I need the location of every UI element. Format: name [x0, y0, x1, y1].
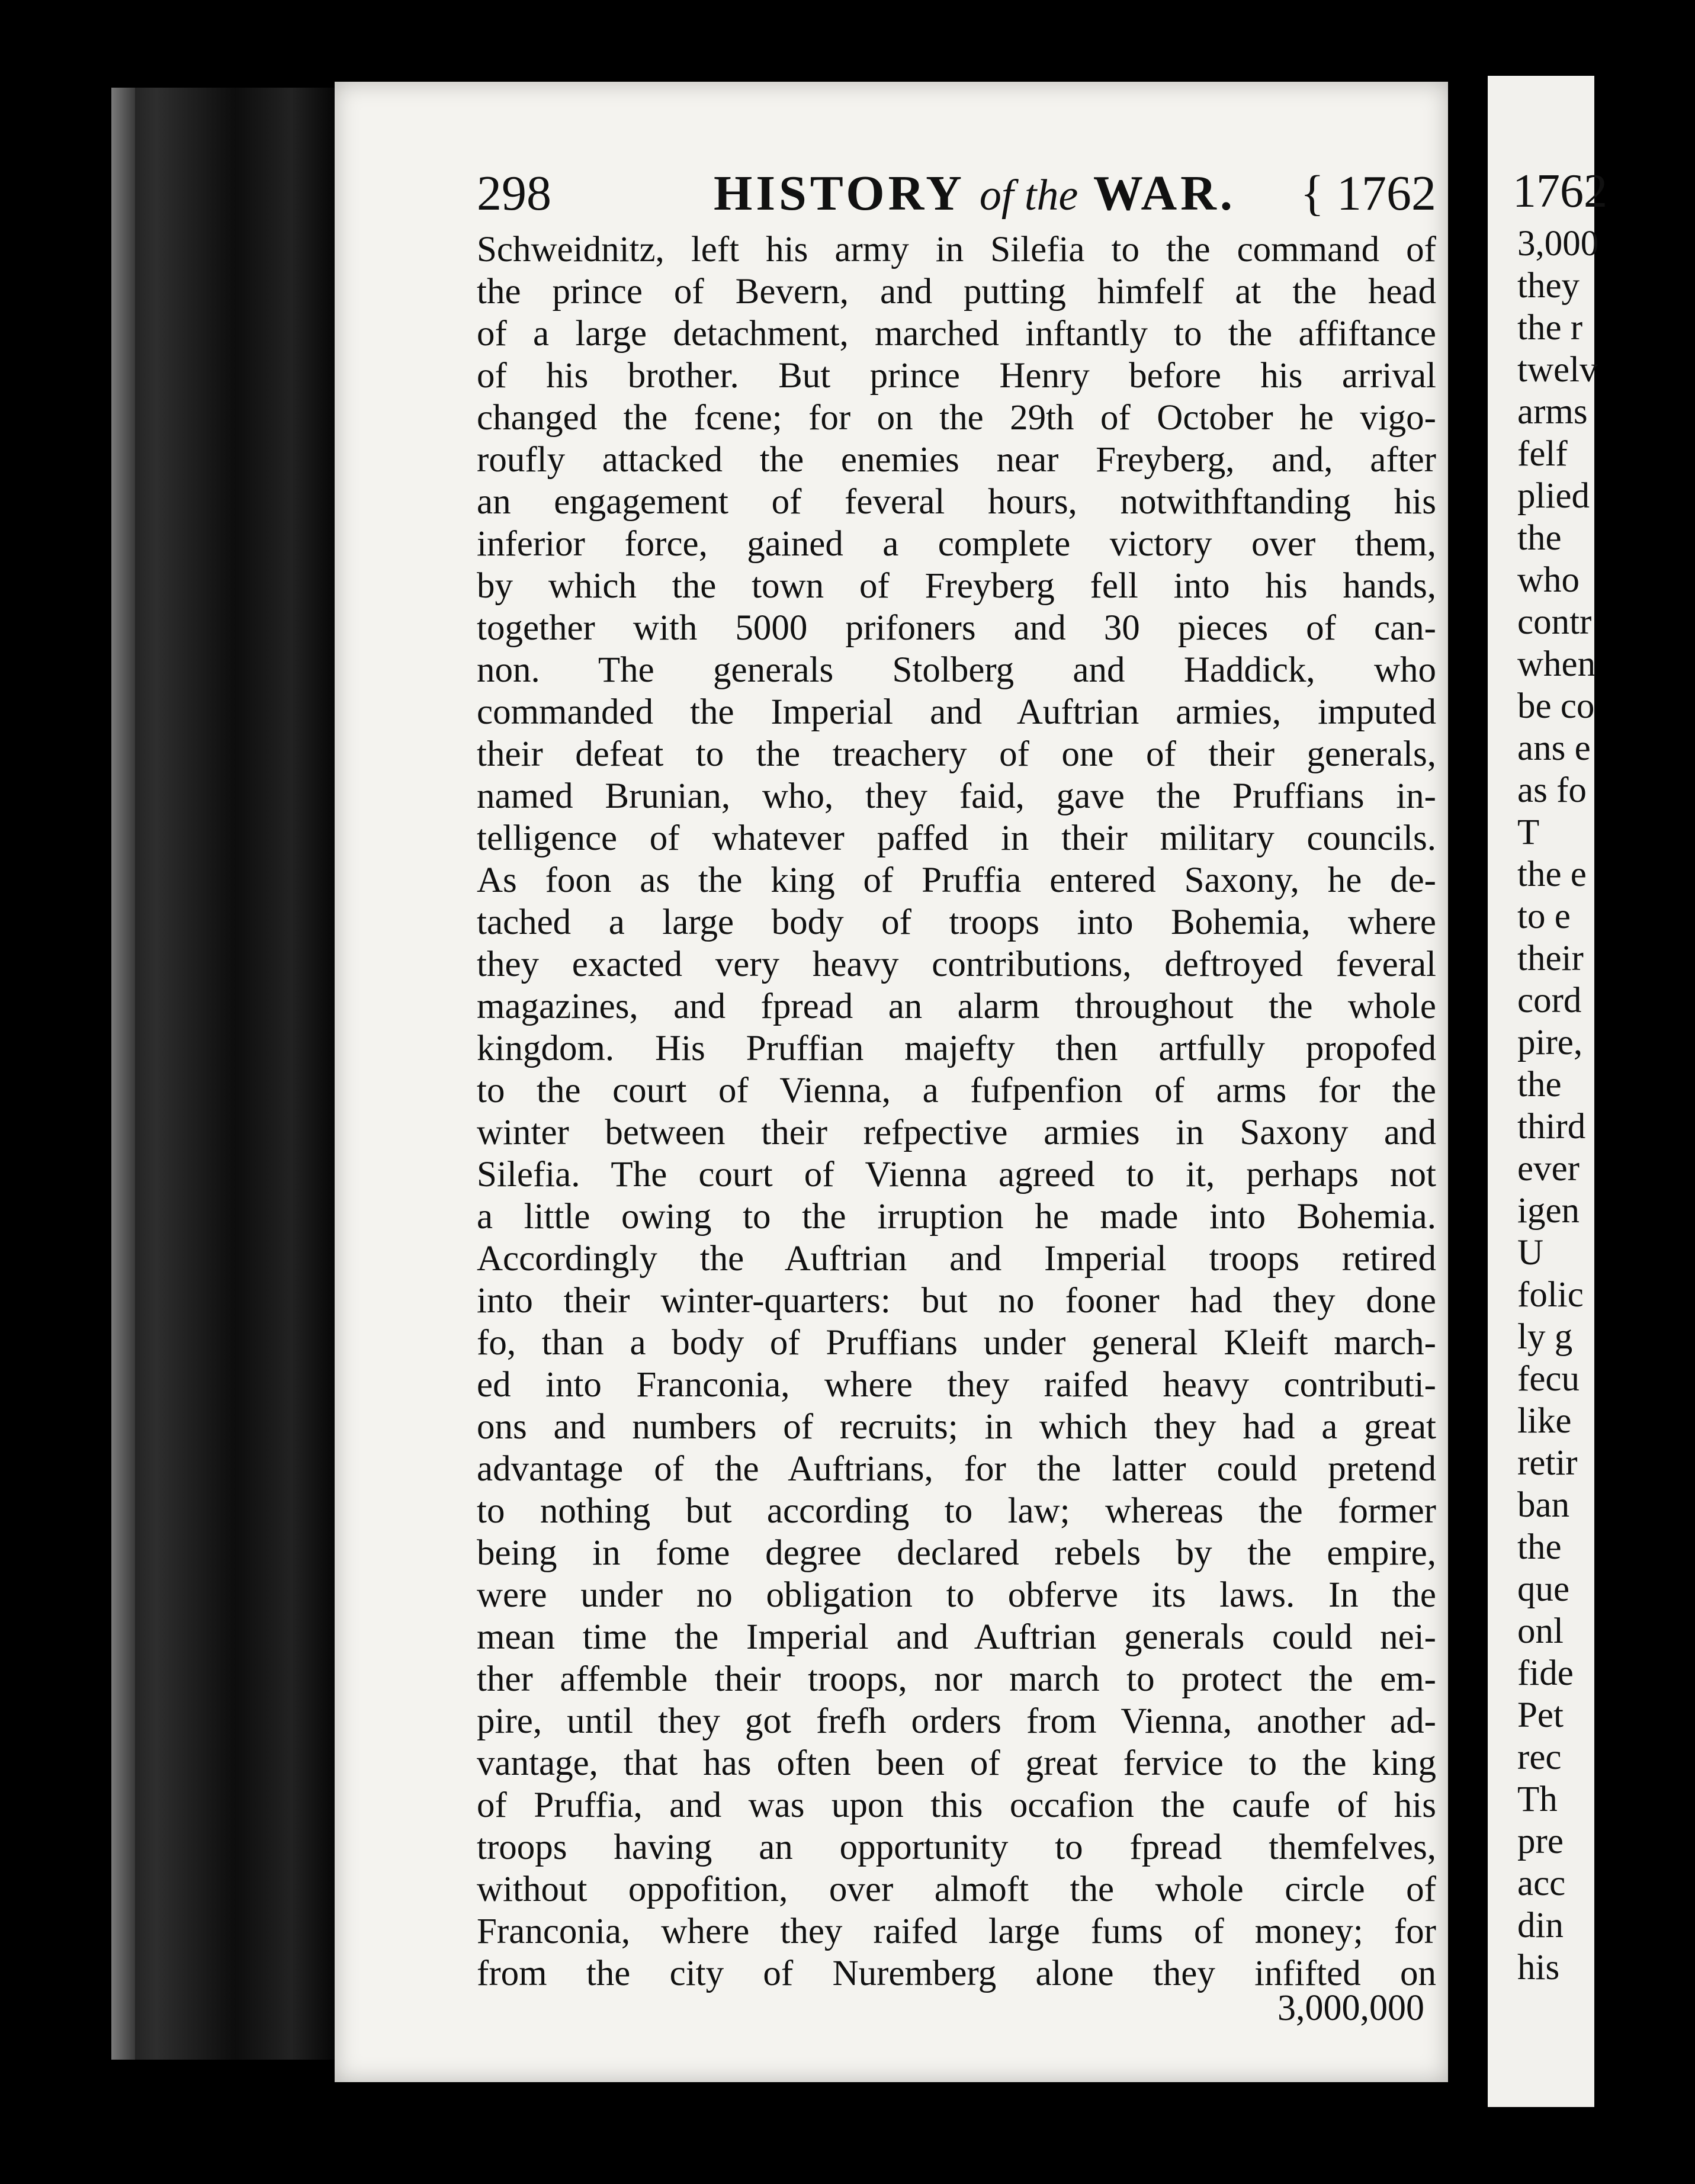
facing-text-line: fecu — [1517, 1359, 1580, 1399]
facing-text-line: U — [1517, 1233, 1544, 1273]
text-line: fo, than a body of Pruffians under general Kleift march- — [477, 1323, 1436, 1363]
text-line: ons and numbers of recruits; in which they had a great — [477, 1407, 1436, 1447]
facing-page-text — [1517, 223, 1695, 1989]
text-line: Accordingly the Auftrian and Imperial troops retired — [477, 1239, 1436, 1279]
running-title — [714, 165, 1236, 222]
facing-text-line: who — [1517, 560, 1580, 600]
text-line: vantage, that has often been of great fervice to the king — [477, 1743, 1436, 1783]
facing-text-line: folic — [1517, 1275, 1584, 1315]
facing-text-line: his — [1517, 1948, 1560, 1987]
facing-text-line: third — [1517, 1107, 1586, 1146]
facing-text-line: retir — [1517, 1443, 1578, 1483]
page-number: 298 — [477, 166, 551, 221]
text-line: they exacted very heavy contributions, deftroyed feveral — [477, 945, 1436, 984]
text-line: of Pruffia, and was upon this occafion the caufe of his — [477, 1785, 1436, 1825]
facing-text-line: contr — [1517, 602, 1592, 642]
text-line: changed the fcene; for on the 29th of October he vigo- — [477, 398, 1436, 438]
facing-text-line: they — [1517, 266, 1580, 306]
text-line: magazines, and fpread an alarm throughout the whole — [477, 987, 1436, 1026]
text-line: to nothing but according to law; whereas the former — [477, 1491, 1436, 1531]
text-line: telligence of whatever paffed in their military councils. — [477, 818, 1436, 858]
text-line: kingdom. His Pruffian majefty then artfully propofed — [477, 1029, 1436, 1068]
text-line: ther affemble their troops, nor march to protect the em- — [477, 1659, 1436, 1699]
facing-text-line: rec — [1517, 1737, 1562, 1777]
text-line: Franconia, where they raifed large fums of money; for — [477, 1912, 1436, 1951]
text-line: being in fome degree declared rebels by the empire, — [477, 1533, 1436, 1573]
text-line: inferior force, gained a complete victory over them, — [477, 524, 1436, 564]
text-line: a little owing to the irruption he made into Bohemia. — [477, 1197, 1436, 1236]
text-line: without oppofition, over almoft the whole circle of — [477, 1870, 1436, 1909]
text-line: non. The generals Stolberg and Haddick, who — [477, 650, 1436, 690]
facing-text-line: ever — [1517, 1149, 1580, 1189]
facing-text-line: Pet — [1517, 1695, 1564, 1735]
text-line: were under no obligation to obferve its laws. In the — [477, 1575, 1436, 1615]
text-line: together with 5000 prifoners and 30 pieces of can- — [477, 608, 1436, 648]
facing-text-line: onl — [1517, 1611, 1564, 1651]
facing-text-line: din — [1517, 1906, 1564, 1945]
facing-text-line: the — [1517, 518, 1562, 558]
title-history: HISTORY — [714, 166, 964, 221]
facing-text-line: 3,000 — [1517, 224, 1599, 264]
title-war: WAR. — [1093, 166, 1236, 221]
text-line: of a large detachment, marched inftantly to the affiftance — [477, 314, 1436, 354]
facing-text-line: pire, — [1517, 1023, 1583, 1062]
text-line: the prince of Bevern, and putting himfelf at the head — [477, 272, 1436, 311]
body-text — [477, 229, 1436, 1994]
page-year: { 1762 — [1300, 166, 1436, 221]
text-line: into their winter-quarters: but no fooner had they done — [477, 1281, 1436, 1321]
text-line: to the court of Vienna, a fufpenfion of arms for the — [477, 1071, 1436, 1110]
facing-text-line: pre — [1517, 1822, 1564, 1861]
text-line: roufly attacked the enemies near Freyberg, and, after — [477, 440, 1436, 480]
book-spine — [111, 88, 336, 2060]
running-header — [477, 165, 1436, 236]
facing-text-line: twelv — [1517, 350, 1598, 390]
facing-text-line: igen — [1517, 1191, 1580, 1231]
facing-text-line: the — [1517, 1527, 1562, 1567]
text-line: of his brother. But prince Henry before his arrival — [477, 356, 1436, 396]
title-of-the: of the — [979, 171, 1078, 220]
facing-text-line: as fo — [1517, 770, 1587, 810]
facing-page-header: 1762 — [1513, 165, 1607, 217]
facing-text-line: ban — [1517, 1485, 1570, 1525]
text-line: winter between their refpective armies in Saxony and — [477, 1113, 1436, 1152]
text-line: an engagement of feveral hours, notwithftanding his — [477, 482, 1436, 522]
text-line: advantage of the Auftrians, for the latter could pretend — [477, 1449, 1436, 1489]
facing-text-line: when — [1517, 644, 1596, 684]
text-line: named Brunian, who, they faid, gave the Pruffians in- — [477, 776, 1436, 816]
text-line: Silefia. The court of Vienna agreed to it, perhaps not — [477, 1155, 1436, 1194]
text-line: by which the town of Freyberg fell into his hands, — [477, 566, 1436, 606]
facing-text-line: acc — [1517, 1864, 1566, 1903]
facing-text-line: the — [1517, 1065, 1562, 1104]
facing-text-line: cord — [1517, 981, 1582, 1020]
facing-text-line: ans e — [1517, 728, 1591, 768]
left-page — [335, 82, 1448, 2082]
facing-text-line: que — [1517, 1569, 1570, 1609]
text-line: from the city of Nuremberg alone they infifted on — [477, 1954, 1436, 1993]
facing-text-line: ly g — [1517, 1317, 1573, 1357]
facing-text-line: felf — [1517, 434, 1568, 474]
text-line: troops having an opportunity to fpread themfelves, — [477, 1828, 1436, 1867]
facing-text-line: to e — [1517, 897, 1571, 936]
text-line: pire, until they got frefh orders from Vienna, another ad- — [477, 1701, 1436, 1741]
text-line: As foon as the king of Pruffia entered Saxony, he de- — [477, 860, 1436, 900]
catchword: 3,000,000 — [1277, 1988, 1424, 2028]
facing-text-line: the r — [1517, 308, 1583, 348]
text-line: tached a large body of troops into Bohemia, where — [477, 902, 1436, 942]
facing-text-line: like — [1517, 1401, 1572, 1441]
book-edge — [111, 88, 135, 2060]
facing-text-line: be co — [1517, 686, 1595, 726]
facing-text-line: T — [1517, 812, 1540, 852]
facing-text-line: Th — [1517, 1780, 1558, 1819]
text-line: ed into Franconia, where they raifed heavy contributi- — [477, 1365, 1436, 1405]
text-line: commanded the Imperial and Auftrian armies, imputed — [477, 692, 1436, 732]
facing-page — [1488, 76, 1607, 2107]
facing-text-line: arms — [1517, 392, 1588, 432]
text-line: their defeat to the treachery of one of their generals, — [477, 734, 1436, 774]
facing-text-line: the e — [1517, 855, 1587, 894]
facing-text-line: plied — [1517, 476, 1590, 516]
facing-text-line: their — [1517, 939, 1584, 978]
text-line: mean time the Imperial and Auftrian generals could nei- — [477, 1617, 1436, 1657]
facing-text-line: fide — [1517, 1653, 1574, 1693]
text-line: Schweidnitz, left his army in Silefia to the command of — [477, 230, 1436, 269]
